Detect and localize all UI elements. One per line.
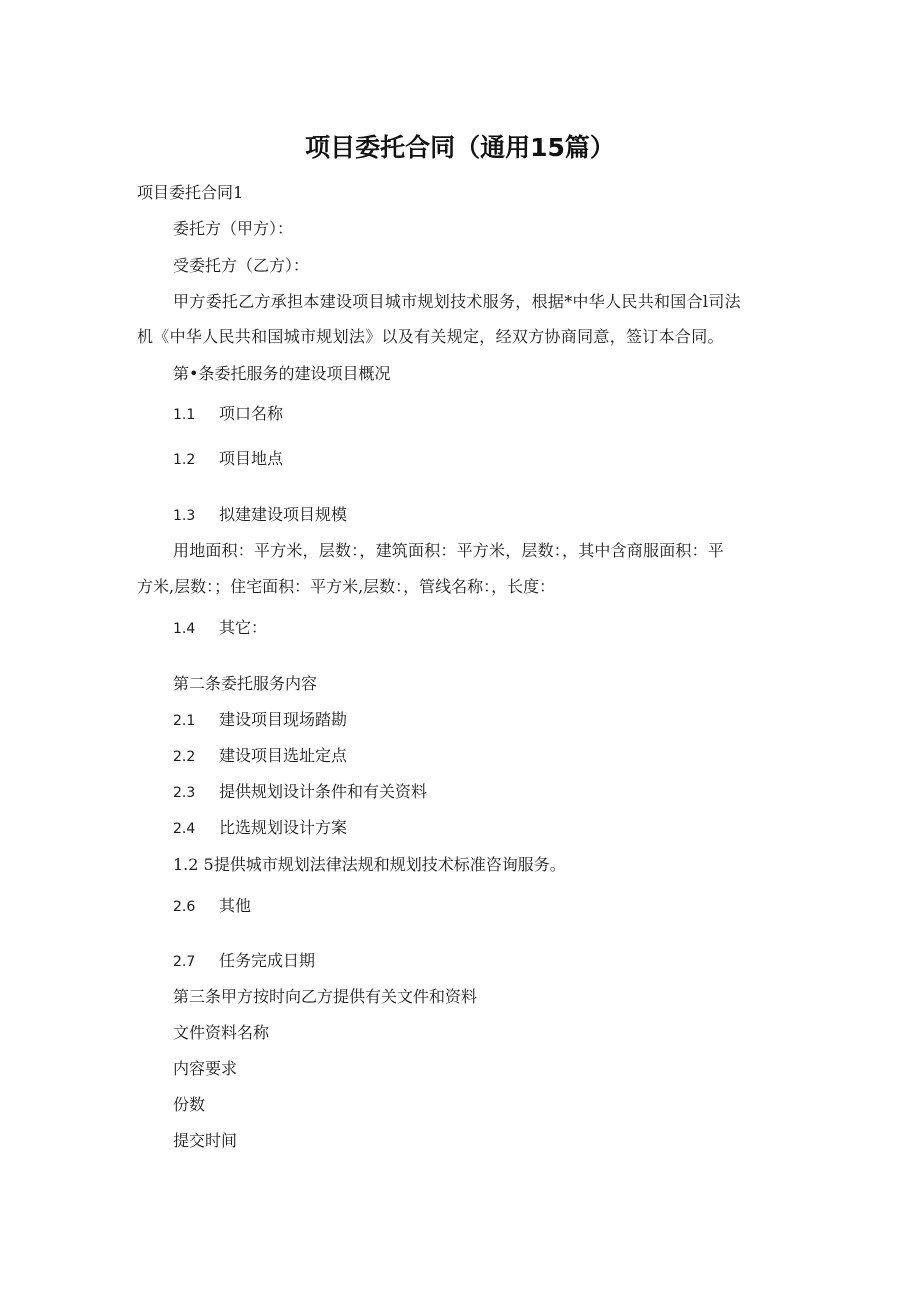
item-text: 其他 [219, 896, 252, 915]
list-item [173, 505, 347, 526]
item-text: 其它： [219, 618, 268, 637]
scale-line-2: 方米,层数：；住宅面积：平方米,层数：，管线名称：，长度： [137, 577, 556, 596]
list-item [173, 710, 347, 731]
list-item [173, 618, 267, 639]
party-b-line: 受委托方（乙方）： [173, 256, 310, 275]
contract-subtitle: 项目委托合同1 [137, 183, 244, 202]
field-copies: 份数 [173, 1095, 206, 1114]
list-item [173, 449, 283, 470]
item-number: 2.4 [173, 821, 196, 837]
list-item [173, 818, 347, 839]
field-document-name: 文件资料名称 [173, 1023, 270, 1042]
item-number: 2.7 [173, 954, 196, 970]
item-number: 2.1 [173, 713, 196, 729]
item-number: 1.2 [173, 452, 196, 468]
article-3-heading: 第三条甲方按时向乙方提供有关文件和资料 [173, 987, 478, 1006]
item-text: 项目地点 [219, 449, 284, 468]
list-item [173, 951, 315, 972]
item-text: 比选规划设计方案 [219, 818, 348, 837]
item-text: 提供规划设计条件和有关资料 [219, 782, 428, 801]
field-content-requirements: 内容要求 [173, 1059, 238, 1078]
article-1-heading: 第•条委托服务的建设项目概况 [173, 364, 391, 383]
item-number: 1.4 [173, 621, 196, 637]
article-2-heading: 第二条委托服务内容 [173, 674, 318, 693]
scale-line-1: 用地面积：平方米，层数：，建筑面积：平方米，层数：，其中含商服面积：平 [173, 541, 725, 560]
list-item [173, 404, 283, 425]
item-text: 拟建建设项目规模 [219, 505, 348, 524]
list-item [173, 896, 251, 917]
item-text: 项口名称 [219, 404, 284, 423]
field-submission-time: 提交时间 [173, 1131, 238, 1150]
item-text: 建设项目选址定点 [219, 746, 348, 765]
item-number: 1.3 [173, 508, 196, 524]
item-text: 建设项目现场踏勘 [219, 710, 348, 729]
intro-line-1: 甲方委托乙方承担本建设项目城市规划技术服务，根据*中华人民共和国合l司法 [173, 292, 741, 311]
list-item-2-5: 1.2 5提供城市规划法律法规和规划技术标准咨询服务。 [173, 855, 566, 874]
list-item [173, 746, 347, 767]
item-number: 2.3 [173, 785, 196, 801]
item-number: 2.6 [173, 899, 196, 915]
document-title: 项目委托合同（通用15篇） [305, 133, 615, 162]
item-number: 2.2 [173, 749, 196, 765]
item-text: 任务完成日期 [219, 951, 316, 970]
party-a-line: 委托方（甲方）： [173, 219, 294, 238]
list-item [173, 782, 427, 803]
item-number: 1.1 [173, 407, 196, 423]
intro-line-2: 机《中华人民共和国城市规划法》以及有关规定，经双方协商同意，签订本合同。 [137, 327, 724, 346]
